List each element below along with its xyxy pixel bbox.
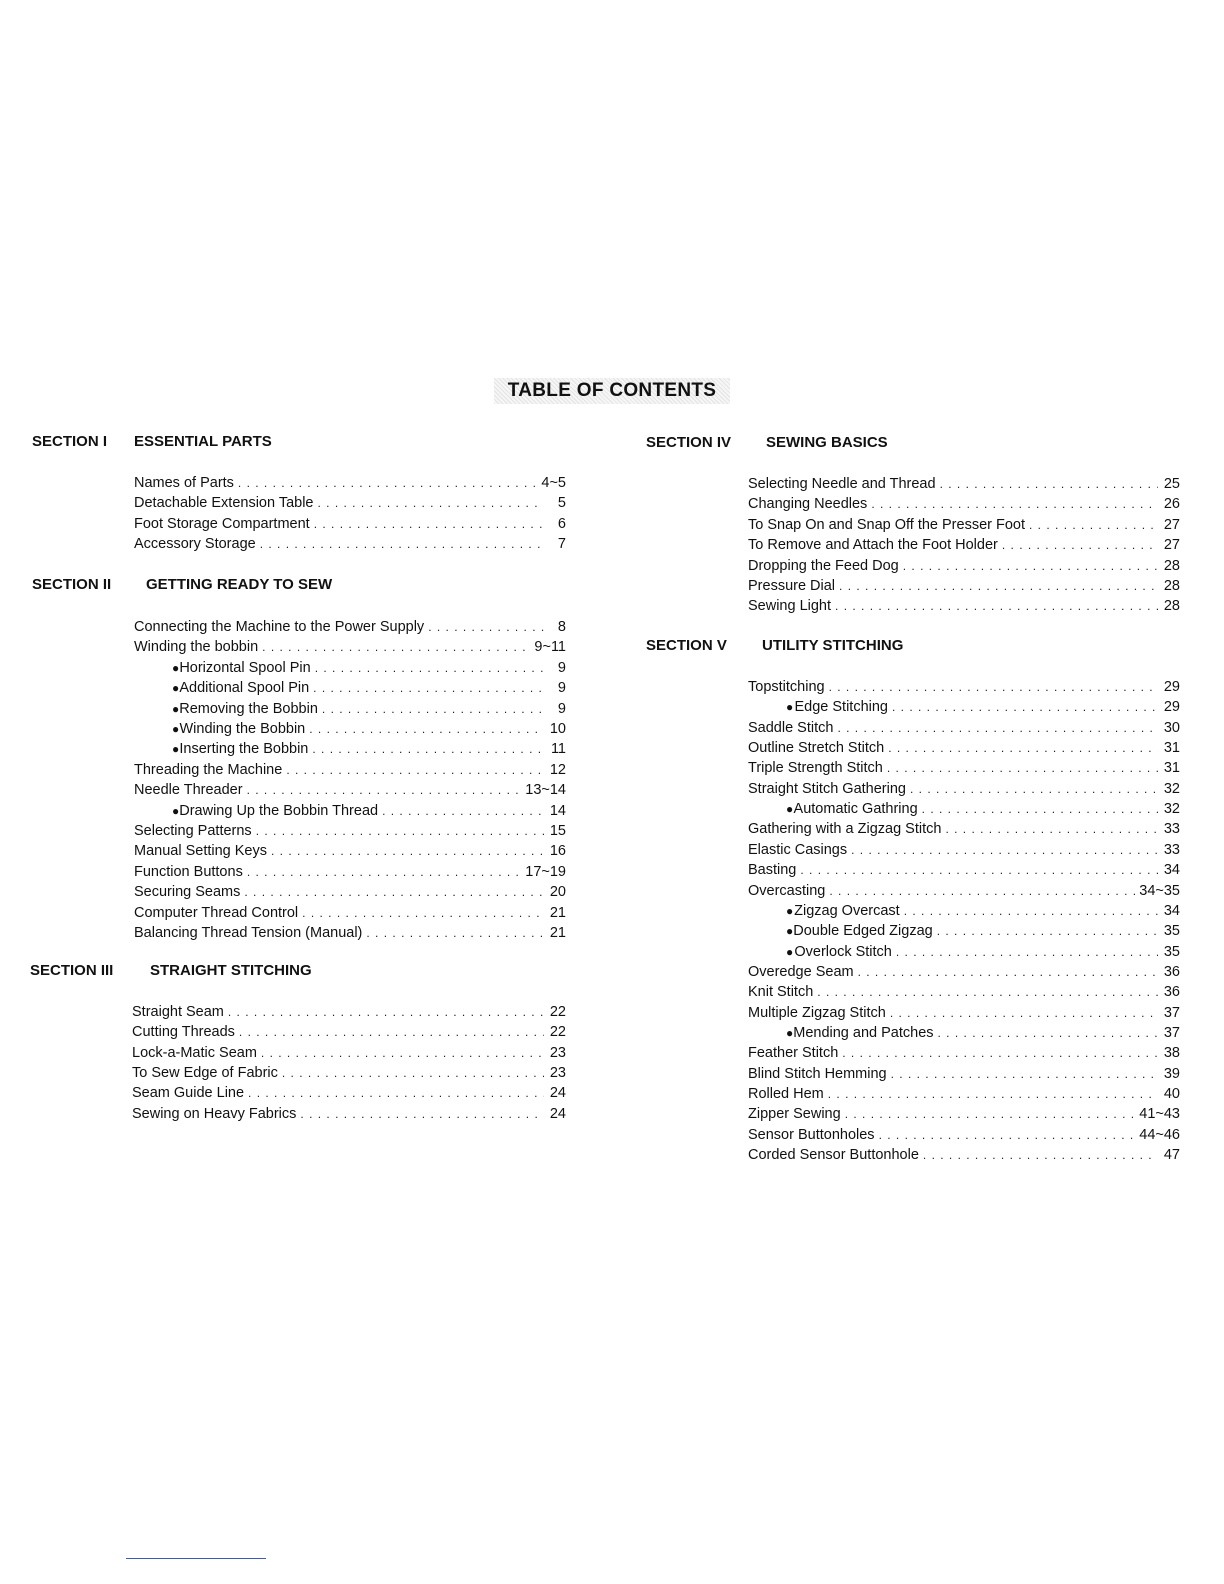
toc-entry[interactable]	[748, 494, 1180, 514]
entry-label: Foot Storage Compartment	[134, 515, 310, 532]
footer-rule	[126, 1558, 266, 1559]
bullet-icon: ●	[172, 681, 180, 696]
dot-leader	[835, 596, 1158, 616]
dot-leader	[871, 494, 1158, 514]
entry-page-number: 13~14	[525, 782, 566, 799]
entry-label: Straight Seam	[132, 1004, 224, 1020]
section-heading	[32, 432, 432, 452]
entry-label: Dropping the Feed Dog	[748, 557, 899, 574]
toc-entry[interactable]	[134, 534, 566, 554]
bullet-icon: ●	[172, 701, 180, 716]
toc-entry[interactable]	[748, 1064, 1180, 1084]
toc-entry[interactable]	[134, 617, 566, 637]
entry-page-number: 10	[549, 721, 566, 737]
entry-page-number: 47	[1163, 1147, 1180, 1164]
section-number: SECTION I	[32, 433, 108, 450]
entry-page-number: 21	[549, 925, 566, 941]
dot-leader	[842, 1043, 1158, 1063]
toc-entry[interactable]	[132, 1043, 566, 1063]
dot-leader	[896, 942, 1158, 962]
toc-entry[interactable]	[786, 942, 1180, 962]
toc-entry[interactable]	[134, 923, 566, 943]
bullet-icon: ●	[786, 903, 794, 918]
entry-label: Sewing on Heavy Fabrics	[132, 1105, 297, 1122]
entry-page-number: 28	[1163, 578, 1180, 594]
dot-leader	[837, 718, 1158, 738]
entry-page-number: 23	[549, 1064, 566, 1081]
entry-page-number: 26	[1163, 496, 1180, 513]
section-name: GETTING READY TO SEW	[146, 576, 333, 593]
entry-page-number: 22	[549, 1024, 566, 1041]
dot-leader	[256, 821, 544, 841]
dot-leader	[851, 840, 1158, 860]
entry-label: Removing the Bobbin	[179, 700, 318, 717]
section-name: SEWING BASICS	[766, 434, 888, 451]
entry-page-number: 12	[549, 761, 566, 778]
entry-page-number: 28	[1163, 557, 1180, 574]
entry-page-number: 17~19	[525, 863, 566, 880]
entry-label: Outline Stretch Stitch	[748, 740, 885, 757]
entry-label: Horizontal Spool Pin	[179, 659, 311, 676]
toc-entry[interactable]	[748, 1104, 1180, 1124]
entry-label: Edge Stitching	[794, 699, 888, 716]
entry-label: Zigzag Overcast	[794, 902, 900, 919]
bullet-icon: ●	[172, 722, 180, 736]
entry-page-number: 24	[549, 1085, 566, 1102]
entry-page-number: 38	[1163, 1045, 1180, 1062]
toc-title-wrap	[0, 378, 1224, 404]
dot-leader	[271, 841, 544, 861]
dot-leader	[839, 576, 1158, 596]
dot-leader	[879, 1125, 1136, 1145]
entry-label: Names of Parts	[134, 475, 234, 491]
toc-entry[interactable]	[134, 493, 566, 513]
dot-leader	[1002, 535, 1158, 555]
entry-page-number: 11	[550, 741, 566, 758]
toc-entry[interactable]	[748, 881, 1180, 901]
toc-entry[interactable]	[748, 1145, 1180, 1165]
entry-label: Saddle Stitch	[748, 719, 834, 736]
dot-leader	[228, 1002, 544, 1022]
entry-page-number: 9~11	[534, 639, 566, 656]
entry-label: Connecting the Machine to the Power Supply	[134, 619, 425, 635]
toc-entry[interactable]	[748, 1125, 1180, 1145]
entry-label: Detachable Extension Table	[134, 495, 314, 512]
entry-label: Changing Needles	[748, 496, 868, 513]
entry-label: Lock-a-Matic Seam	[132, 1044, 257, 1061]
toc-entry[interactable]	[172, 678, 566, 698]
entry-page-number: 36	[1163, 963, 1180, 980]
entry-page-number: 29	[1163, 699, 1180, 716]
dot-leader	[890, 1003, 1158, 1023]
entry-label: Sewing Light	[748, 598, 832, 615]
entry-label: Multiple Zigzag Stitch	[748, 1004, 886, 1021]
dot-leader	[260, 534, 544, 554]
entry-label: Gathering with a Zigzag Stitch	[748, 821, 942, 838]
dot-leader	[817, 982, 1158, 1002]
toc-entry[interactable]	[786, 901, 1180, 921]
entry-page-number: 9	[557, 680, 566, 697]
dot-leader	[923, 1145, 1158, 1165]
dot-leader	[1029, 515, 1158, 535]
entry-label: Overedge Seam	[748, 963, 854, 980]
entry-page-number: 6	[557, 515, 566, 532]
entry-page-number: 24	[549, 1105, 566, 1122]
toc-entry[interactable]	[748, 474, 1180, 494]
entry-page-number: 33	[1163, 841, 1180, 858]
entry-label: Zipper Sewing	[748, 1106, 841, 1123]
entry-label: Double Edged Zigzag	[793, 923, 933, 940]
entry-page-number: 30	[1163, 719, 1180, 736]
section-number: SECTION III	[30, 962, 114, 979]
entry-label: Mending and Patches	[793, 1024, 934, 1041]
entry-label: Feather Stitch	[748, 1045, 839, 1062]
toc-entry[interactable]	[172, 719, 566, 739]
toc-entry[interactable]	[134, 882, 566, 902]
toc-entry[interactable]	[172, 801, 566, 821]
toc-entry[interactable]	[748, 1043, 1180, 1063]
toc-entry[interactable]	[748, 576, 1180, 596]
entry-label: Topstitching	[748, 679, 825, 695]
toc-entry[interactable]	[132, 1002, 566, 1022]
entry-page-number: 35	[1163, 943, 1180, 960]
entry-page-number: 21	[549, 904, 566, 921]
dot-leader	[366, 923, 544, 943]
entry-page-number: 31	[1163, 760, 1180, 777]
toc-entry[interactable]	[748, 840, 1180, 860]
dot-leader	[247, 862, 521, 882]
section-name: ESSENTIAL PARTS	[134, 433, 272, 450]
entry-page-number: 8	[557, 619, 566, 635]
entry-label: Inserting the Bobbin	[179, 741, 309, 758]
entry-page-number: 27	[1163, 516, 1180, 533]
entry-label: Winding the Bobbin	[179, 721, 306, 737]
entry-page-number: 41~43	[1139, 1106, 1180, 1123]
section-heading	[32, 575, 432, 595]
entry-page-number: 9	[557, 659, 566, 676]
entry-label: Pressure Dial	[748, 578, 836, 594]
dot-leader	[262, 637, 530, 657]
dot-leader	[247, 780, 522, 800]
toc-entry[interactable]	[172, 658, 566, 678]
dot-leader	[238, 473, 537, 493]
entry-page-number: 34~35	[1139, 882, 1180, 899]
entry-label: Cutting Threads	[132, 1024, 235, 1041]
dot-leader	[940, 474, 1158, 494]
toc-entry[interactable]	[134, 473, 566, 493]
dot-leader	[244, 882, 544, 902]
dot-leader	[314, 514, 544, 534]
entry-page-number: 33	[1163, 821, 1180, 838]
toc-entry[interactable]	[134, 821, 566, 841]
dot-leader	[910, 779, 1158, 799]
dot-leader	[282, 1063, 544, 1083]
dot-leader	[937, 921, 1158, 941]
entry-page-number: 34	[1163, 902, 1180, 919]
section-heading	[646, 636, 1046, 656]
entry-label: Sensor Buttonholes	[748, 1126, 875, 1143]
dot-leader	[887, 758, 1158, 778]
dot-leader	[286, 760, 544, 780]
toc-entry[interactable]	[134, 514, 566, 534]
entry-page-number: 31	[1163, 740, 1180, 757]
entry-label: Needle Threader	[134, 782, 243, 799]
entry-page-number: 32	[1163, 780, 1180, 797]
toc-entry[interactable]	[134, 903, 566, 923]
toc-entry[interactable]	[132, 1063, 566, 1083]
bullet-icon: ●	[172, 742, 180, 757]
toc-entry[interactable]	[134, 841, 566, 861]
toc-entry[interactable]	[132, 1022, 566, 1042]
entry-label: To Sew Edge of Fabric	[132, 1064, 278, 1081]
toc-entry[interactable]	[172, 739, 566, 759]
entry-label: Knit Stitch	[748, 984, 814, 1001]
toc-entry[interactable]	[748, 1084, 1180, 1104]
bullet-icon: ●	[172, 660, 180, 675]
entry-page-number: 25	[1163, 476, 1180, 492]
dot-leader	[312, 739, 544, 759]
page-title: TABLE OF CONTENTS	[494, 378, 730, 404]
entry-label: To Remove and Attach the Foot Holder	[748, 537, 998, 554]
entry-label: Additional Spool Pin	[179, 680, 310, 697]
toc-entry[interactable]	[748, 860, 1180, 880]
entry-label: Selecting Patterns	[134, 823, 252, 839]
section-number: SECTION IV	[646, 434, 732, 451]
entry-label: Securing Seams	[134, 884, 241, 901]
entry-page-number: 28	[1163, 598, 1180, 615]
bullet-icon: ●	[786, 700, 794, 715]
entry-label: Threading the Machine	[134, 761, 283, 778]
entry-page-number: 35	[1163, 923, 1180, 940]
dot-leader	[938, 1023, 1158, 1043]
toc-entry[interactable]	[172, 699, 566, 719]
toc-entry[interactable]	[786, 921, 1180, 941]
entry-label: Overcasting	[748, 882, 826, 899]
toc-entry[interactable]	[748, 819, 1180, 839]
entry-label: Corded Sensor Buttonhole	[748, 1147, 919, 1164]
dot-leader	[302, 903, 544, 923]
entry-page-number: 40	[1163, 1086, 1180, 1102]
entry-label: Straight Stitch Gathering	[748, 780, 906, 797]
section-heading	[646, 433, 1046, 453]
dot-leader	[300, 1104, 544, 1124]
entry-page-number: 37	[1163, 1024, 1180, 1041]
toc-entry[interactable]	[134, 760, 566, 780]
entry-label: To Snap On and Snap Off the Presser Foot	[748, 516, 1026, 533]
toc-entry[interactable]	[748, 596, 1180, 616]
entry-label: Computer Thread Control	[134, 904, 299, 921]
entry-label: Accessory Storage	[134, 535, 256, 552]
dot-leader	[315, 658, 544, 678]
entry-page-number: 27	[1163, 537, 1180, 554]
toc-entry[interactable]	[786, 1023, 1180, 1043]
dot-leader	[858, 962, 1158, 982]
dot-leader	[261, 1043, 544, 1063]
entry-label: Automatic Gathring	[793, 801, 918, 818]
toc-entry[interactable]	[748, 677, 1180, 697]
entry-page-number: 20	[549, 884, 566, 901]
entry-page-number: 23	[549, 1044, 566, 1061]
entry-label: Elastic Casings	[748, 841, 848, 858]
dot-leader	[382, 801, 544, 821]
entry-label: Blind Stitch Hemming	[748, 1065, 887, 1082]
entry-page-number: 44~46	[1139, 1126, 1180, 1143]
section-number: SECTION II	[32, 576, 112, 593]
toc-entry[interactable]	[748, 962, 1180, 982]
entry-label: Winding the bobbin	[134, 639, 259, 656]
toc-entry[interactable]	[786, 697, 1180, 717]
entry-page-number: 32	[1163, 801, 1180, 818]
dot-leader	[845, 1104, 1136, 1124]
toc-entry[interactable]	[748, 738, 1180, 758]
toc-entry[interactable]	[134, 637, 566, 657]
entry-page-number: 14	[549, 802, 566, 819]
section-number: SECTION V	[646, 637, 727, 654]
dot-leader	[829, 881, 1135, 901]
entry-label: Manual Setting Keys	[134, 843, 267, 860]
dot-leader	[239, 1022, 544, 1042]
entry-page-number: 34	[1163, 862, 1180, 879]
dot-leader	[318, 493, 545, 513]
dot-leader	[922, 799, 1158, 819]
section-heading	[30, 961, 430, 981]
toc-entry[interactable]	[132, 1083, 566, 1103]
entry-page-number: 9	[557, 700, 566, 717]
entry-label: Rolled Hem	[748, 1086, 824, 1102]
dot-leader	[829, 677, 1158, 697]
dot-leader	[903, 556, 1158, 576]
dot-leader	[891, 1064, 1158, 1084]
entry-label: Balancing Thread Tension (Manual)	[134, 925, 363, 941]
dot-leader	[800, 860, 1158, 880]
toc-entry[interactable]	[748, 758, 1180, 778]
dot-leader	[313, 678, 544, 698]
dot-leader	[904, 901, 1158, 921]
dot-leader	[828, 1084, 1158, 1104]
toc-entry[interactable]	[132, 1104, 566, 1124]
bullet-icon: ●	[786, 802, 794, 817]
entry-page-number: 4~5	[541, 475, 566, 491]
bullet-icon: ●	[786, 944, 794, 959]
dot-leader	[322, 699, 544, 719]
dot-leader	[248, 1083, 544, 1103]
entry-label: Selecting Needle and Thread	[748, 476, 936, 492]
dot-leader	[428, 617, 544, 637]
entry-page-number: 29	[1163, 679, 1180, 695]
entry-page-number: 15	[549, 823, 566, 839]
toc-entry[interactable]	[748, 535, 1180, 555]
dot-leader	[892, 697, 1158, 717]
bullet-icon: ●	[786, 1025, 794, 1040]
entry-page-number: 36	[1163, 984, 1180, 1001]
toc-entry[interactable]	[748, 718, 1180, 738]
toc-entry[interactable]	[748, 556, 1180, 576]
bullet-icon: ●	[786, 924, 794, 939]
entry-page-number: 39	[1163, 1065, 1180, 1082]
toc-entry[interactable]	[134, 780, 566, 800]
toc-entry[interactable]	[786, 799, 1180, 819]
entry-label: Drawing Up the Bobbin Thread	[179, 802, 379, 819]
toc-entry[interactable]	[748, 982, 1180, 1002]
entry-page-number: 37	[1163, 1004, 1180, 1021]
entry-label: Seam Guide Line	[132, 1085, 245, 1102]
entry-label: Triple Strength Stitch	[748, 760, 883, 777]
dot-leader	[888, 738, 1158, 758]
section-name: UTILITY STITCHING	[762, 637, 904, 654]
toc-entry[interactable]	[134, 862, 566, 882]
toc-entry[interactable]	[748, 1003, 1180, 1023]
entry-label: Basting	[748, 862, 797, 879]
dot-leader	[945, 819, 1158, 839]
section-name: STRAIGHT STITCHING	[150, 962, 312, 979]
entry-page-number: 16	[549, 843, 566, 860]
dot-leader	[309, 719, 544, 739]
entry-label: Overlock Stitch	[794, 943, 892, 960]
entry-page-number: 7	[557, 535, 566, 552]
entry-page-number: 22	[549, 1004, 566, 1020]
entry-page-number: 5	[557, 495, 566, 512]
bullet-icon: ●	[172, 803, 180, 818]
entry-label: Function Buttons	[134, 863, 243, 880]
toc-entry[interactable]	[748, 779, 1180, 799]
toc-entry[interactable]	[748, 515, 1180, 535]
